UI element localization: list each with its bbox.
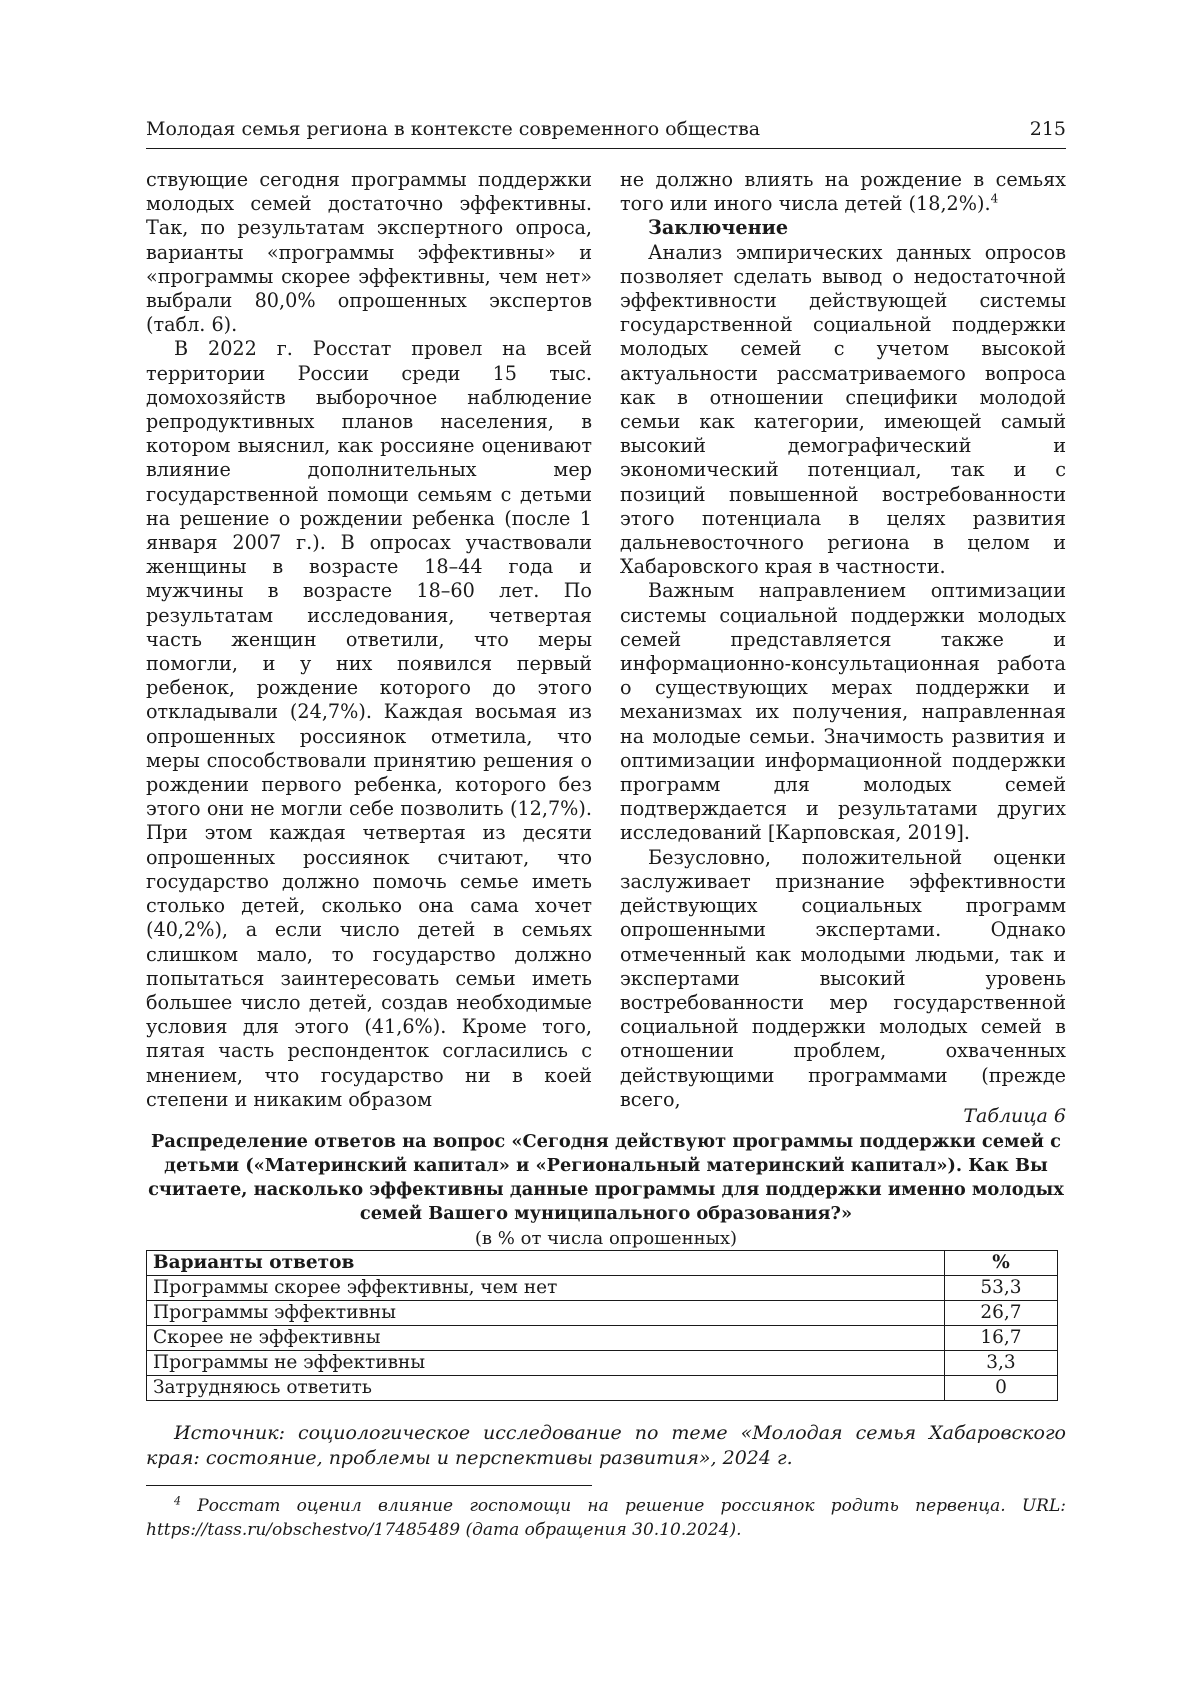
paragraph: Анализ эмпирических данных опросов позволяет сделать вывод о недостаточной эффективности действующей системы государственной социальной поддержки молодых семей с учетом высокой актуальности рассматриваемого вопроса как в отношении специфики молодой семьи как категории, имеющей самый высокий демографический и экономический потенциал, так и с позиций повышенной востребованности этого потенциала в целях развития дальневосточного региона в целом и Хабаровского края в частности.	[620, 240, 1066, 579]
results-table	[146, 1250, 1058, 1401]
percent-cell: 0	[945, 1376, 1058, 1401]
table-row	[147, 1326, 1058, 1351]
left-column	[146, 168, 592, 1112]
footnote	[146, 1494, 1066, 1542]
answer-cell: Скорее не эффективны	[147, 1326, 945, 1351]
percent-cell: 3,3	[945, 1351, 1058, 1376]
paragraph: В 2022 г. Росстат провел на всей территории России среди 15 тыс. домохозяйств выборочное наблюдение репродуктивных планов населения, в котором выяснил, как россияне оценивают влияние дополнительных мер государственной помощи семьям с детьми на решение о рождении ребенка (после 1 января 2007 г.). В опросах участвовали женщины в возрасте 18–44 года и мужчины в возрасте 18–60 лет. По результатам исследования, четвертая часть женщин ответили, что меры помогли, и у них появился первый ребенок, рождение которого до этого откладывали (24,7%). Каждая восьмая из опрошенных россиянок отметила, что меры способствовали принятию решения о рождении первого ребенка, которого без этого они не могли себе позволить (12,7%). При этом каждая четвертая из десяти опрошенных россиянок считают, что государство должно помочь семье иметь столько детей, сколько она сама хочет (40,2%), а если число детей в семьях слишком мало, то государство должно попытаться заинтересовать семьи иметь большее число детей, создав необходимые условия для этого (41,6%). Кроме того, пятая часть респонденток согласились с мнением, что государство ни в коей степени и никаким образом	[146, 337, 592, 1111]
table-row	[147, 1351, 1058, 1376]
right-column	[620, 168, 1066, 1112]
percent-cell: 16,7	[945, 1326, 1058, 1351]
paragraph: ствующие сегодня программы поддержки молодых семей достаточно эффективны. Так, по результатам экспертного опроса, варианты «программы эффективны» и «программы скорее эффективны, чем нет» выбрали 80,0% опрошенных экспертов (табл. 6).	[146, 168, 592, 337]
paragraph-text: не должно влиять на рождение в семьях того или иного числа детей (18,2%).	[620, 168, 1066, 216]
footnote-divider	[146, 1485, 592, 1486]
table-subtitle: (в % от числа опрошенных)	[474, 1228, 738, 1249]
column-header-percent: %	[945, 1251, 1058, 1276]
column-header-answer: Варианты ответов	[147, 1251, 945, 1276]
footnote-text: Росстат оценил влияние госпомощи на решение россиянок родить первенца. URL: https://tass.ru/obschestvo/17485489 (дата обращения 30.10.2024).	[146, 1496, 1066, 1540]
page-number: 215	[1029, 118, 1066, 140]
footnote-ref: 4	[990, 191, 999, 206]
table-source: Источник: социологическое исследование по теме «Молодая семья Хабаровского края: состояние, проблемы и перспективы развития», 2024 г.	[146, 1422, 1066, 1469]
percent-cell: 26,7	[945, 1301, 1058, 1326]
table-row	[147, 1276, 1058, 1301]
answer-cell: Программы скорее эффективны, чем нет	[147, 1276, 945, 1301]
percent-cell: 53,3	[945, 1276, 1058, 1301]
paragraph	[620, 168, 1066, 216]
answer-cell: Программы не эффективны	[147, 1351, 945, 1376]
table-row	[147, 1376, 1058, 1401]
table-header-row	[147, 1251, 1058, 1276]
answer-cell: Программы эффективны	[147, 1301, 945, 1326]
table-title: Распределение ответов на вопрос «Сегодня действуют программы поддержки семей с детьми («Материнский капитал» и «Региональный материнский капитал»). Как Вы считаете, насколько эффективны данные программы для поддержки именно молодых семей Вашего муниципального образования?»	[148, 1131, 1064, 1224]
table-row	[147, 1301, 1058, 1326]
paragraph: Безусловно, положительной оценки заслуживает признание эффективности действующих социальных программ опрошенными экспертами. Однако отмеченный как молодыми людьми, так и экспертами высокий уровень востребованности мер государственной социальной поддержки молодых семей в отношении проблем, охваченных действующими программами (прежде всего,	[620, 845, 1066, 1111]
paragraph: Важным направлением оптимизации системы социальной поддержки молодых семей представляется также и информационно-консультационная работа о существующих мерах поддержки и механизмах их получения, направленная на молодые семьи. Значимость развития и оптимизации информационной поддержки программ для молодых семей подтверждается и результатами других исследований [Карповская, 2019].	[620, 579, 1066, 845]
table-label: Таблица 6	[963, 1105, 1066, 1127]
footnote-mark: 4	[174, 1494, 181, 1508]
section-heading: Заключение	[648, 216, 789, 240]
running-title: Молодая семья региона в контексте современного общества	[146, 118, 761, 140]
running-header	[146, 118, 1066, 149]
answer-cell: Затрудняюсь ответить	[147, 1376, 945, 1401]
